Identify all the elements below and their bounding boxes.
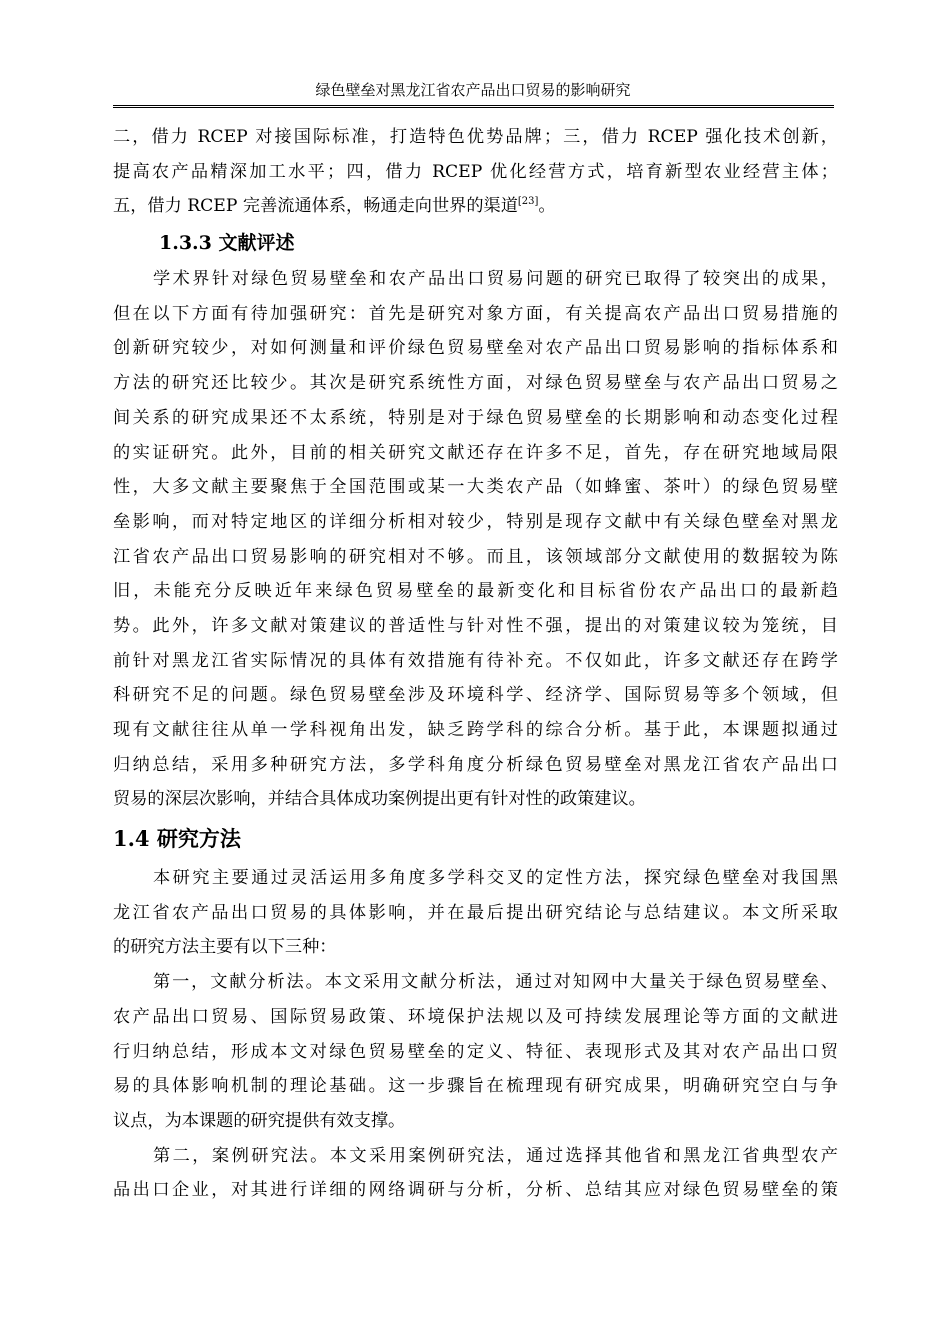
text-line: 二，借力 RCEP 对接国际标准，打造特色优势品牌；三，借力 RCEP 强化技术创新， — [113, 127, 838, 147]
text-line: 学术界针对绿色贸易壁垒和农产品出口贸易问题的研究已取得了较突出的成果， — [153, 269, 838, 290]
text-line: 第一，文献分析法。本文采用文献分析法，通过对知网中大量关于绿色贸易壁垒、 — [153, 972, 838, 993]
text-line: 创新研究较少，对如何测量和评价绿色贸易壁垒对农产品出口贸易影响的指标体系和 — [113, 338, 838, 359]
text-line: 本研究主要通过灵活运用多角度多学科交叉的定性方法，探究绿色壁垒对我国黑 — [153, 868, 838, 889]
text-line: 贸易的深层次影响，并结合具体成功案例提出更有针对性的政策建议。 — [113, 789, 646, 810]
document-body — [113, 120, 838, 1208]
text-line — [113, 189, 838, 224]
text-line: 的研究方法主要有以下三种： — [113, 937, 337, 958]
text-line: 议点，为本课题的研究提供有效支撑。 — [113, 1110, 406, 1131]
text-line: 现有文献往往从单一学科视角出发，缺乏跨学科的综合分析。基于此，本课题拟通过 — [113, 720, 838, 740]
text-line: 行归纳总结，形成本文对绿色贸易壁垒的定义、特征、表现形式及其对农产品出口贸 — [113, 1041, 838, 1062]
text-line: 的实证研究。此外，目前的相关研究文献还存在许多不足，首先，存在研究地域局限 — [113, 442, 838, 463]
text-line: 品出口企业，对其进行详细的网络调研与分析，分析、总结其应对绿色贸易壁垒的策 — [113, 1180, 838, 1201]
citation-ref[interactable]: [23] — [517, 196, 539, 208]
section-heading-1-4: 1.4 研究方法 — [113, 826, 241, 852]
text-line: 旧，未能充分反映近年来绿色贸易壁垒的最新变化和目标省份农产品出口的最新趋 — [113, 581, 838, 602]
header-divider — [113, 105, 834, 108]
text-line: 前针对黑龙江省实际情况的具体有效措施有待补充。不仅如此，许多文献还存在跨学 — [113, 650, 838, 671]
text-line: 但在以下方面有待加强研究：首先是研究对象方面，有关提高农产品出口贸易措施的 — [113, 303, 838, 324]
text-span: 五，借力 RCEP 完善流通体系，畅通走向世界的渠道 — [113, 196, 518, 217]
text-line: 垒影响，而对特定地区的详细分析相对较少，特别是现存文献中有关绿色壁垒对黑龙 — [113, 511, 838, 532]
text-span: 。 — [538, 196, 556, 217]
text-line: 农产品出口贸易、国际贸易政策、环境保护法规以及可持续发展理论等方面的文献进 — [113, 1006, 838, 1027]
text-line: 归纳总结，采用多种研究方法，多学科角度分析绿色贸易壁垒对黑龙江省农产品出口 — [113, 754, 838, 775]
section-heading-1-3-3: 1.3.3 文献评述 — [159, 232, 295, 255]
text-line: 易的具体影响机制的理论基础。这一步骤旨在梳理现有研究成果，明确研究空白与争 — [113, 1076, 838, 1097]
text-line: 性，大多文献主要聚焦于全国范围或某一大类农产品（如蜂蜜、茶叶）的绿色贸易壁 — [113, 477, 838, 498]
text-line: 龙江省农产品出口贸易的具体影响，并在最后提出研究结论与总结建议。本文所采取 — [113, 902, 838, 923]
text-line: 提高农产品精深加工水平；四，借力 RCEP 优化经营方式，培育新型农业经营主体； — [113, 161, 838, 182]
text-line: 势。此外，许多文献对策建议的普适性与针对性不强，提出的对策建议较为笼统，目 — [113, 615, 838, 636]
text-line: 间关系的研究成果还不太系统，特别是对于绿色贸易壁垒的长期影响和动态变化过程 — [113, 407, 838, 428]
text-line: 方法的研究还比较少。其次是研究系统性方面，对绿色贸易壁垒与农产品出口贸易之 — [113, 373, 838, 394]
text-line: 第二，案例研究法。本文采用案例研究法，通过选择其他省和黑龙江省典型农产 — [153, 1145, 838, 1166]
text-line: 江省农产品出口贸易影响的研究相对不够。而且，该领域部分文献使用的数据较为陈 — [113, 546, 838, 567]
page-header-title: 绿色壁垒对黑龙江省农产品出口贸易的影响研究 — [315, 81, 631, 99]
text-line: 科研究不足的问题。绿色贸易壁垒涉及环境科学、经济学、国际贸易等多个领域，但 — [113, 685, 838, 706]
